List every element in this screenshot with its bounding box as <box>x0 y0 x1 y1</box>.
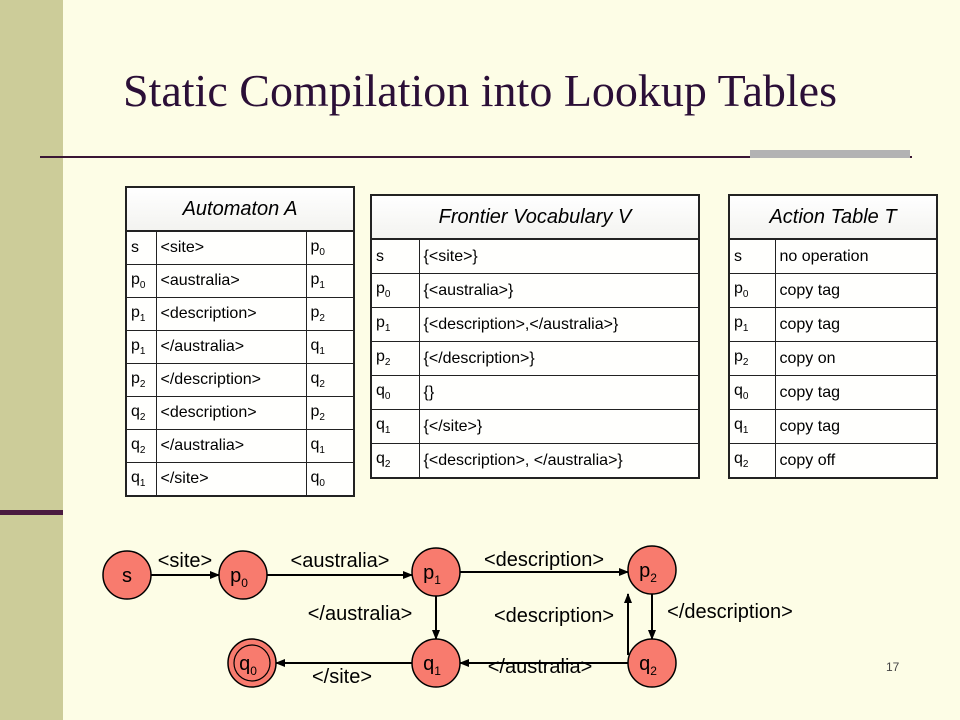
to-state-cell <box>306 364 354 397</box>
state-subscript: 0 <box>384 289 391 301</box>
table-row <box>371 342 699 376</box>
to-state-cell <box>306 265 354 298</box>
state-circle <box>219 551 267 599</box>
table-row <box>126 430 354 463</box>
state-circle <box>412 639 460 687</box>
state-label: $p_0$ <box>230 565 248 590</box>
state-subscript: 2 <box>650 664 657 678</box>
from-state-cell <box>126 430 156 463</box>
table-row <box>371 308 699 342</box>
to-state-cell <box>306 463 354 497</box>
action-cell: no operation <box>775 239 937 274</box>
state-cell <box>729 376 775 410</box>
from-state-cell <box>126 364 156 397</box>
vocabulary-table <box>370 194 700 479</box>
state-cell <box>729 410 775 444</box>
state-letter: p <box>131 336 140 354</box>
state-letter: q <box>310 369 320 387</box>
to-state-cell <box>306 298 354 331</box>
state-letter: p <box>734 348 743 366</box>
vocabulary-cell: {<description>,</australia>} <box>419 308 699 342</box>
table-row <box>729 308 937 342</box>
state-cell <box>371 239 419 274</box>
title-rule-block <box>750 150 910 158</box>
table-row <box>371 239 699 274</box>
state-letter: s <box>376 247 384 265</box>
action-table <box>728 194 938 479</box>
state-label: $q_1$ <box>423 653 441 678</box>
state-letter: q <box>376 382 385 400</box>
page-number: 17 <box>886 660 900 674</box>
state-letter: q <box>310 336 320 354</box>
tag-cell: </site> <box>156 463 306 497</box>
tag-cell: </australia> <box>156 331 306 364</box>
table-row <box>126 364 354 397</box>
state-label: $p_1$ <box>423 562 441 587</box>
state-subscript: 2 <box>384 459 391 471</box>
state-subscript: 2 <box>650 571 657 585</box>
table-row <box>729 342 937 376</box>
state-subscript: 0 <box>250 664 257 678</box>
state-subscript: 0 <box>384 391 391 403</box>
state-subscript: 0 <box>742 289 749 301</box>
state-cell <box>371 410 419 444</box>
action-cell: copy tag <box>775 376 937 410</box>
state-circle <box>228 639 276 687</box>
state-letter: p <box>376 314 385 332</box>
state-letter: q <box>376 450 385 468</box>
vocabulary-cell: {</site>} <box>419 410 699 444</box>
table-row <box>371 410 699 444</box>
state-letter: p <box>310 237 320 255</box>
state-circle <box>628 546 676 594</box>
state-letter: q <box>131 435 140 453</box>
state-subscript: 1 <box>319 280 325 292</box>
state-node-s <box>103 551 151 599</box>
action-table-header: Action Table T <box>729 195 937 239</box>
table-row <box>126 298 354 331</box>
state-subscript: 0 <box>139 280 146 292</box>
state-node-p2 <box>628 546 676 594</box>
state-subscript: 1 <box>434 664 441 678</box>
state-cell <box>371 274 419 308</box>
table-row <box>371 274 699 308</box>
tag-cell: <australia> <box>156 265 306 298</box>
state-circle <box>412 548 460 596</box>
to-state-cell <box>306 430 354 463</box>
state-letter: q <box>310 468 320 486</box>
edge-label: </australia> <box>487 656 593 678</box>
from-state-cell <box>126 265 156 298</box>
tag-cell: </australia> <box>156 430 306 463</box>
state-cell <box>729 274 775 308</box>
state-letter: q <box>734 416 743 434</box>
state-subscript: 0 <box>241 576 248 590</box>
state-subscript: 2 <box>319 313 325 325</box>
vocabulary-cell: {</description>} <box>419 342 699 376</box>
state-subscript: 1 <box>384 425 391 437</box>
table-row <box>371 444 699 479</box>
state-subscript: 2 <box>319 379 325 391</box>
state-node-p0 <box>219 551 267 599</box>
state-subscript: 0 <box>742 391 749 403</box>
state-label: $p_2$ <box>639 560 657 585</box>
state-subscript: 0 <box>319 247 325 259</box>
automaton-diagram <box>0 530 960 720</box>
edge-label: </description> <box>667 601 793 623</box>
state-subscript: 1 <box>139 313 146 325</box>
state-subscript: 0 <box>319 478 325 490</box>
table-row <box>729 376 937 410</box>
state-cell <box>371 444 419 479</box>
from-state-cell <box>126 298 156 331</box>
vocabulary-cell: {<site>} <box>419 239 699 274</box>
state-cell <box>729 239 775 274</box>
state-letter: q <box>131 468 140 486</box>
state-cell <box>729 308 775 342</box>
automaton-table-header: Automaton A <box>126 187 354 231</box>
state-letter: p <box>131 270 140 288</box>
state-letter: q <box>310 435 320 453</box>
vocabulary-table-header: Frontier Vocabulary V <box>371 195 699 239</box>
state-letter: q <box>131 402 140 420</box>
state-letter: p <box>131 369 140 387</box>
table-row <box>729 444 937 479</box>
vocabulary-cell: {} <box>419 376 699 410</box>
state-letter: s <box>734 247 742 265</box>
table-row <box>126 331 354 364</box>
state-letter: q <box>734 450 743 468</box>
action-cell: copy tag <box>775 308 937 342</box>
state-label: $q_0$ <box>239 653 257 678</box>
state-letter: q <box>376 416 385 434</box>
state-node-q1 <box>412 639 460 687</box>
table-row <box>729 239 937 274</box>
left-decor-accent <box>0 510 63 515</box>
tag-cell: <description> <box>156 397 306 430</box>
state-subscript: 2 <box>319 412 325 424</box>
state-letter: p <box>131 303 140 321</box>
state-letter: p <box>376 280 385 298</box>
state-subscript: 1 <box>742 323 749 335</box>
action-cell: copy tag <box>775 274 937 308</box>
state-letter: p <box>376 348 385 366</box>
action-cell: copy tag <box>775 410 937 444</box>
from-state-cell <box>126 463 156 497</box>
state-letter: p <box>734 280 743 298</box>
vocabulary-cell: {<australia>} <box>419 274 699 308</box>
automaton-table <box>125 186 355 497</box>
state-cell <box>371 308 419 342</box>
state-letter: p <box>310 270 320 288</box>
state-cell <box>371 342 419 376</box>
state-letter: s <box>131 239 139 256</box>
edge-label: <site> <box>157 550 213 572</box>
table-row <box>371 376 699 410</box>
edge-label: </site> <box>311 666 373 688</box>
state-subscript: 2 <box>139 412 146 424</box>
table-row <box>729 410 937 444</box>
state-node-q2 <box>628 639 676 687</box>
state-subscript: 1 <box>139 346 146 358</box>
from-state-cell <box>126 331 156 364</box>
edge-label: <australia> <box>290 550 390 572</box>
table-row <box>729 274 937 308</box>
state-node-q0 <box>228 639 276 687</box>
state-cell <box>371 376 419 410</box>
state-circle <box>628 639 676 687</box>
state-label: s <box>122 565 132 587</box>
to-state-cell <box>306 331 354 364</box>
from-state-cell <box>126 231 156 265</box>
action-cell: copy on <box>775 342 937 376</box>
state-letter: p <box>310 303 320 321</box>
state-subscript: 1 <box>139 478 146 490</box>
state-subscript: 2 <box>139 445 146 457</box>
vocabulary-cell: {<description>, </australia>} <box>419 444 699 479</box>
state-subscript: 2 <box>742 357 749 369</box>
state-subscript: 2 <box>384 357 391 369</box>
tag-cell: <description> <box>156 298 306 331</box>
state-subscript: 2 <box>742 459 749 471</box>
to-state-cell <box>306 231 354 265</box>
table-row <box>126 231 354 265</box>
tag-cell: <site> <box>156 231 306 265</box>
from-state-cell <box>126 397 156 430</box>
table-row <box>126 265 354 298</box>
state-subscript: 1 <box>384 323 391 335</box>
table-row <box>126 397 354 430</box>
slide-title: Static Compilation into Lookup Tables <box>123 65 837 116</box>
edge-label: </australia> <box>307 603 413 625</box>
to-state-cell <box>306 397 354 430</box>
state-label: $q_2$ <box>639 653 657 678</box>
edge-label: <description> <box>483 549 605 571</box>
table-row <box>126 463 354 497</box>
state-subscript: 2 <box>139 379 146 391</box>
state-subscript: 1 <box>742 425 749 437</box>
edge-label: <description> <box>493 605 615 627</box>
state-subscript: 1 <box>319 445 325 457</box>
state-subscript: 1 <box>319 346 325 358</box>
state-cell <box>729 342 775 376</box>
action-cell: copy off <box>775 444 937 479</box>
tag-cell: </description> <box>156 364 306 397</box>
state-node-p1 <box>412 548 460 596</box>
state-letter: q <box>734 382 743 400</box>
state-letter: p <box>734 314 743 332</box>
state-letter: p <box>310 402 320 420</box>
state-subscript: 1 <box>434 573 441 587</box>
state-cell <box>729 444 775 479</box>
